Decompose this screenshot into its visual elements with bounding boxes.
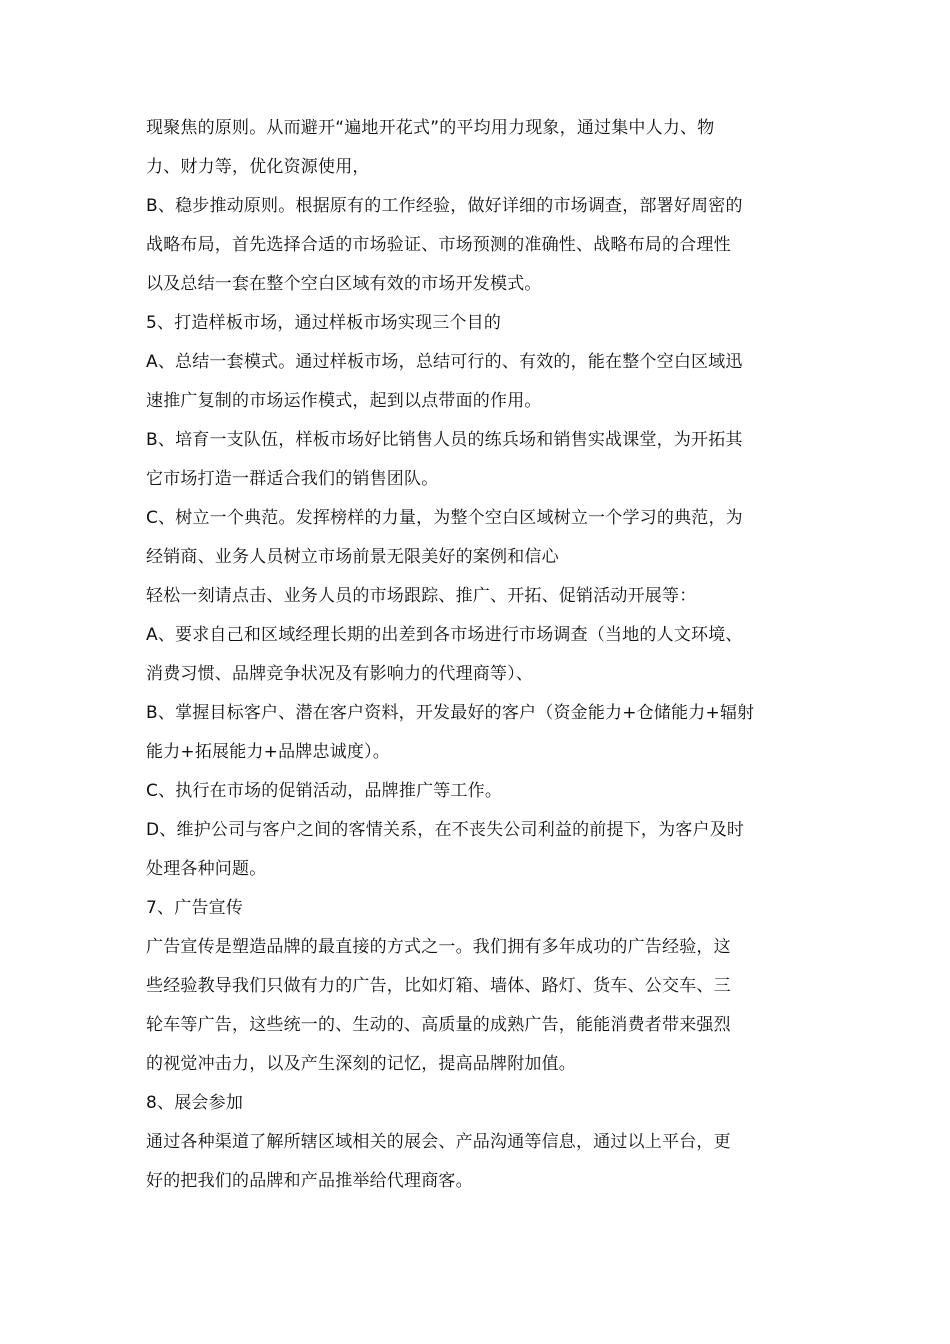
text-line: 的视觉冲击力，以及产生深刻的记忆，提高品牌附加值。 — [146, 1054, 576, 1074]
text-line: B、培育一支队伍，样板市场好比销售人员的练兵场和销售实战课堂，为开拓其 — [146, 430, 743, 450]
text-line: 以及总结一套在整个空白区域有效的市场开发模式。 — [146, 274, 542, 294]
text-line: 轻松一刻请点击、业务人员的市场跟踪、推广、开拓、促销活动开展等： — [146, 586, 697, 606]
text-line: 广告宣传是塑造品牌的最直接的方式之一。我们拥有多年成功的广告经验，这 — [146, 937, 731, 957]
text-line: 现聚焦的原则。从而避开“遍地开花式”的平均用力现象，通过集中人力、物 — [146, 118, 715, 138]
text-line: 战略布局，首先选择合适的市场验证、市场预测的准确性、战略布局的合理性 — [146, 235, 731, 255]
text-line: B、掌握目标客户、潜在客户资料，开发最好的客户（资金能力+仓储能力+辐射 — [146, 703, 755, 723]
text-line: C、执行在市场的促销活动，品牌推广等工作。 — [146, 781, 503, 801]
section-heading: 5、打造样板市场，通过样板市场实现三个目的 — [146, 313, 502, 333]
text-line: 速推广复制的市场运作模式，起到以点带面的作用。 — [146, 391, 542, 411]
text-line: 些经验教导我们只做有力的广告，比如灯箱、墙体、路灯、货车、公交车、三 — [146, 976, 731, 996]
text-line: 经销商、业务人员树立市场前景无限美好的案例和信心 — [146, 547, 559, 567]
text-line: A、要求自己和区域经理长期的出差到各市场进行市场调查（当地的人文环境、 — [146, 625, 743, 645]
section-heading: 7、广告宣传 — [146, 898, 244, 918]
text-line: B、稳步推动原则。根据原有的工作经验，做好详细的市场调查，部署好周密的 — [146, 196, 743, 216]
text-line: 轮车等广告，这些统一的、生动的、高质量的成熟广告，能能消费者带来强烈 — [146, 1015, 731, 1035]
text-line: D、维护公司与客户之间的客情关系，在不丧失公司利益的前提下，为客户及时 — [146, 820, 745, 840]
text-line: 通过各种渠道了解所辖区域相关的展会、产品沟通等信息，通过以上平台，更 — [146, 1132, 731, 1152]
text-line: 消费习惯、品牌竞争状况及有影响力的代理商等）、 — [146, 664, 534, 684]
text-line: 它市场打造一群适合我们的销售团队。 — [146, 469, 439, 489]
section-heading: 8、展会参加 — [146, 1093, 244, 1113]
text-line: C、树立一个典范。发挥榜样的力量，为整个空白区域树立一个学习的典范，为 — [146, 508, 743, 528]
text-line: 力、财力等，优化资源使用， — [146, 157, 370, 177]
document-body — [146, 119, 810, 1211]
text-line: A、总结一套模式。通过样板市场，总结可行的、有效的，能在整个空白区域迅 — [146, 352, 743, 372]
text-line: 处理各种问题。 — [146, 859, 267, 879]
text-line: 能力+拓展能力+品牌忠诚度）。 — [146, 742, 390, 762]
text-line: 好的把我们的品牌和产品推举给代理商客。 — [146, 1171, 473, 1191]
